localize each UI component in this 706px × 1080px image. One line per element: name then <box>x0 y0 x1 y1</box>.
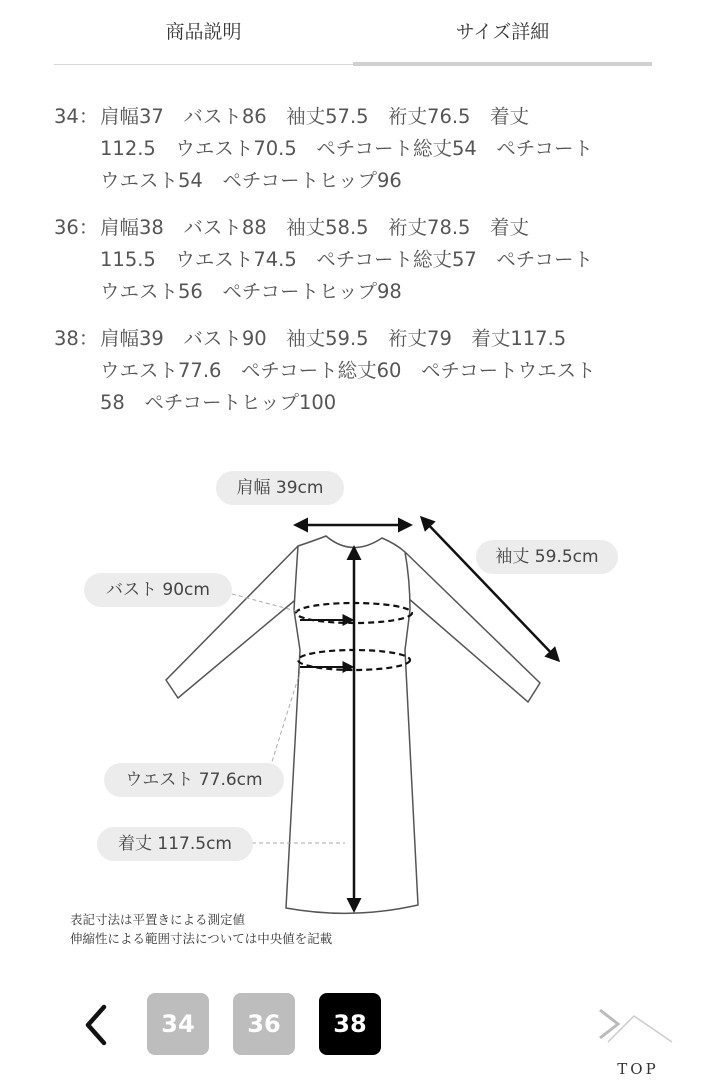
spec-line: ウエスト54 ペチコートヒップ96 <box>100 169 402 192</box>
spec-size-label: 38： <box>54 327 99 350</box>
spec-size-label: 34： <box>54 105 99 128</box>
tab-size-details[interactable]: サイズ詳細 <box>455 21 550 43</box>
spec-line: ウエスト77.6 ペチコート総丈60 ペチコートウエスト <box>100 359 596 382</box>
page-button-34[interactable]: 34 <box>147 993 209 1055</box>
chevron-left-icon <box>80 1003 112 1047</box>
spec-line: 112.5 ウエスト70.5 ペチコート総丈54 ペチコート <box>100 137 593 160</box>
note-line: 伸縮性による範囲寸法については中央値を記載 <box>70 931 333 946</box>
spec-line: 肩幅39 バスト90 袖丈59.5 裄丈79 着丈117.5 <box>100 327 567 350</box>
spec-line: 肩幅37 バスト86 袖丈57.5 裄丈76.5 着丈 <box>100 105 529 128</box>
spec-line: 115.5 ウエスト74.5 ペチコート総丈57 ペチコート <box>100 248 593 271</box>
size-spec-36 <box>54 212 654 308</box>
length-label: 着丈 117.5cm <box>97 827 253 861</box>
prev-page-button[interactable] <box>80 1003 112 1047</box>
spec-line: ウエスト56 ペチコートヒップ98 <box>100 280 402 303</box>
top-label: TOP <box>617 1060 659 1078</box>
page-button-36[interactable]: 36 <box>233 993 295 1055</box>
spec-line: 肩幅38 バスト88 袖丈58.5 裄丈78.5 着丈 <box>100 216 529 239</box>
sleeve-label: 袖丈 59.5cm <box>476 540 618 574</box>
chevron-up-icon <box>598 1000 678 1060</box>
note-line: 表記寸法は平置きによる測定値 <box>70 912 246 927</box>
tab-product-description[interactable]: 商品説明 <box>165 21 242 43</box>
measurement-note <box>70 910 332 948</box>
spec-line: 58 ペチコートヒップ100 <box>100 391 337 414</box>
size-spec-34 <box>54 101 654 197</box>
shoulder-label: 肩幅 39cm <box>216 471 344 505</box>
tab-bar <box>54 0 652 68</box>
size-spec-38 <box>54 323 654 419</box>
back-to-top-button[interactable] <box>598 1000 678 1080</box>
waist-label: ウエスト 77.6cm <box>104 763 284 797</box>
page-button-38[interactable]: 38 <box>319 993 381 1055</box>
tab-active-indicator <box>353 62 652 66</box>
spec-size-label: 36： <box>54 216 99 239</box>
dress-measurement-diagram <box>0 460 706 930</box>
bust-label: バスト 90cm <box>84 573 232 607</box>
